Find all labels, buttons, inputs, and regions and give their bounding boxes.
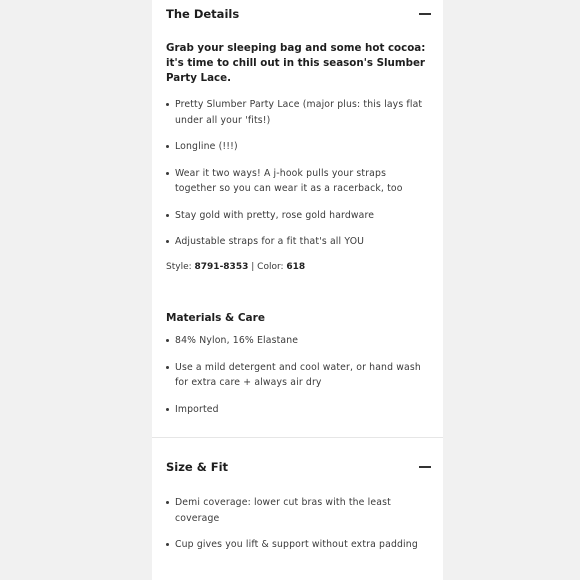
list-item: [166, 139, 428, 155]
bullet-icon: [166, 543, 169, 546]
bullet-icon: [166, 103, 169, 106]
color-code: 618: [286, 262, 306, 272]
list-item-text: Demi coverage: lower cut bras with the least coverage: [175, 497, 391, 524]
size-fit-section-header[interactable]: [166, 457, 431, 477]
style-number: 8791-8353: [194, 262, 249, 272]
list-item-text: Stay gold with pretty, rose gold hardware: [175, 209, 375, 221]
separator: |: [251, 262, 255, 272]
minus-icon[interactable]: [419, 461, 431, 473]
list-item-text: Imported: [175, 403, 219, 415]
bullet-icon: [166, 145, 169, 148]
list-item-text: Wear it two ways! A j-hook pulls your straps together so you can wear it as a racerback, too: [175, 167, 403, 194]
list-item-text: 84% Nylon, 16% Elastane: [175, 335, 299, 346]
list-item: [166, 495, 428, 526]
bullet-icon: [166, 366, 169, 369]
materials-title: Materials & Care: [166, 312, 265, 324]
style-color-line: [166, 262, 305, 272]
bullet-icon: [166, 408, 169, 411]
details-intro: Grab your sleeping bag and some hot cocoa: it's time to chill out in this season's Slumber Party Lace.: [166, 42, 426, 84]
details-section-header[interactable]: [166, 4, 431, 24]
details-section-title: The Details: [166, 7, 240, 21]
bullet-icon: [166, 240, 169, 243]
bullet-icon: [166, 501, 169, 504]
size-fit-bullet-list: [166, 495, 428, 553]
list-item: [166, 402, 428, 418]
list-item: [166, 537, 428, 553]
color-label: Color:: [257, 262, 284, 272]
product-details-panel: [152, 0, 443, 580]
list-item-text: Adjustable straps for a fit that's all YOU: [175, 236, 365, 247]
details-bullet-list: [166, 97, 428, 250]
size-fit-section-title: Size & Fit: [166, 460, 229, 474]
section-divider: [152, 437, 443, 438]
list-item: [166, 234, 428, 250]
list-item-text: Longline (!!!): [175, 141, 238, 152]
style-label: Style:: [166, 262, 192, 272]
list-item: [166, 166, 428, 197]
bullet-icon: [166, 214, 169, 217]
list-item: [166, 333, 428, 349]
list-item: [166, 360, 428, 391]
list-item: [166, 208, 428, 224]
list-item-text: Pretty Slumber Party Lace (major plus: this lays flat under all your 'fits!): [175, 99, 423, 126]
bullet-icon: [166, 172, 169, 175]
list-item: [166, 97, 428, 128]
list-item-text: Cup gives you lift & support without extra padding: [175, 539, 418, 550]
bullet-icon: [166, 339, 169, 342]
minus-icon[interactable]: [419, 8, 431, 20]
list-item-text: Use a mild detergent and cool water, or hand wash for extra care + always air dry: [175, 361, 421, 388]
materials-bullet-list: [166, 333, 428, 417]
